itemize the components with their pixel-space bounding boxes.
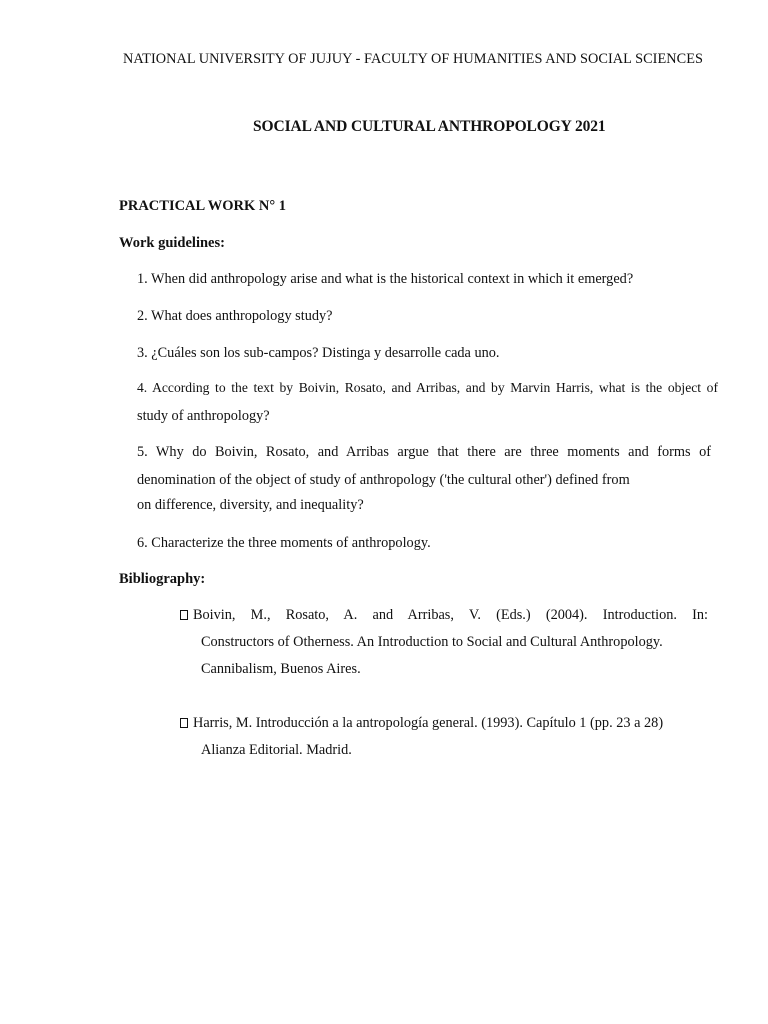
bibliography-entry-2-line-2: Alianza Editorial. Madrid. — [201, 742, 352, 758]
course-title: SOCIAL AND CULTURAL ANTHROPOLOGY 2021 — [253, 118, 606, 135]
question-5-line-3: on difference, diversity, and inequality? — [137, 497, 364, 513]
bibliography-entry-1-text: Boivin, M., Rosato, A. and Arribas, V. (Eds.) (2004). Introduction. In: — [193, 607, 708, 623]
question-4-line-1: 4. According to the text by Boivin, Rosato, and Arribas, and by Marvin Harris, what is the object of — [137, 380, 718, 395]
bibliography-entry-1-line-3: Cannibalism, Buenos Aires. — [201, 661, 361, 677]
bibliography-entry-2-line-1 — [180, 715, 663, 732]
question-5-line-1: 5. Why do Boivin, Rosato, and Arribas argue that there are three moments and forms of — [137, 444, 711, 460]
missing-glyph-box-icon — [180, 610, 188, 620]
bibliography-entry-2-text: Harris, M. Introducción a la antropología general. (1993). Capítulo 1 (pp. 23 a 28) — [193, 715, 664, 731]
bibliography-entry-1-line-1 — [180, 607, 708, 624]
question-5-line-2: denomination of the object of study of anthropology ('the cultural other') defined from — [137, 472, 630, 488]
question-2: 2. What does anthropology study? — [137, 308, 333, 324]
practical-work-title: PRACTICAL WORK N° 1 — [119, 198, 287, 214]
missing-glyph-box-icon — [180, 718, 188, 728]
question-6: 6. Characterize the three moments of anthropology. — [137, 535, 431, 551]
question-4-line-2: study of anthropology? — [137, 408, 270, 424]
institution-header: NATIONAL UNIVERSITY OF JUJUY - FACULTY OF HUMANITIES AND SOCIAL SCIENCES — [123, 51, 703, 67]
bibliography-entry-1-line-2: Constructors of Otherness. An Introduction to Social and Cultural Anthropology. — [201, 634, 663, 650]
question-1: 1. When did anthropology arise and what is the historical context in which it emerged? — [137, 271, 634, 287]
bibliography-heading: Bibliography: — [119, 571, 206, 587]
question-3: 3. ¿Cuáles son los sub-campos? Distinga y desarrolle cada uno. — [137, 345, 500, 361]
guidelines-heading: Work guidelines: — [119, 235, 225, 251]
